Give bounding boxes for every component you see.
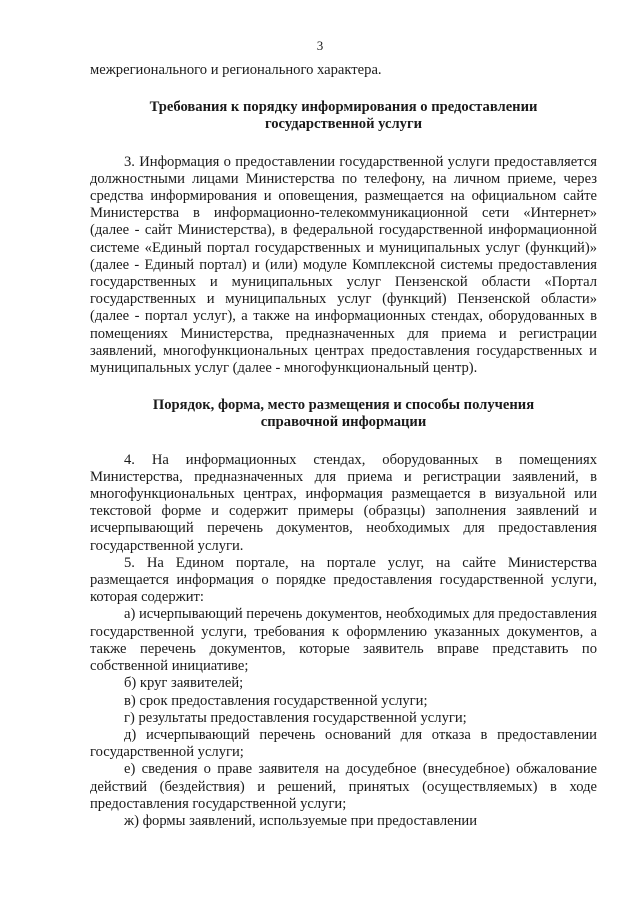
- paragraph-continuation: межрегионального и регионального характера.: [90, 62, 382, 78]
- list-item-g: г) результаты предоставления государственной услуги;: [124, 709, 467, 726]
- list-item-a: а) исчерпывающий перечень документов, необходимых для предоставления государственной услуги, требования к оформлению указанных документов, а также перечень документов, которые заявитель вправе представить по собственной инициативе;: [90, 606, 597, 675]
- paragraph-5: 5. На Едином портале, на портале услуг, на сайте Министерства размещается информация о порядке предоставления государственной услуги, которая содержит:: [90, 554, 597, 606]
- page-number: 3: [316, 38, 324, 53]
- paragraph-3: 3. Информация о предоставлении государственной услуги предоставляется должностными лицами Министерства по телефону, на личном приеме, через средства информирования и оповещения, размещается на официальном сайте Министерства в информационно-телекоммуникационной сети «Интернет» (далее - сайт Министерства), в федеральной государственной информационной системе «Единый портал государственных и муниципальных услуг (функций)» (далее - Единый портал) и (или) модуле Комплексной системы предоставления государственных и муниципальных услуг Пензенской области «Портал государственных и муниципальных услуг (функций) Пензенской области» (далее - портал услуг), а также на информационных стендах, оборудованных в помещениях Министерства, предназначенных для приема и регистрации заявлений, многофункциональных центрах предоставления государственных и муниципальных услуг (далее - многофункциональный центр).: [90, 153, 597, 377]
- document-body: [90, 62, 597, 830]
- list-item-zh: ж) формы заявлений, используемые при предоставлении: [124, 812, 478, 829]
- list-item-d: д) исчерпывающий перечень оснований для отказа в предоставлении государственной услуги;: [90, 726, 597, 761]
- paragraph-4: 4. На информационных стендах, оборудованных в помещениях Министерства, предназначенных для приема и регистрации заявлений, в многофункциональных центрах, информация размещается в визуальной или текстовой форме и содержит примеры (образцы) заполнения заявлений и исчерпывающий перечень документов, необходимых для предоставления государственной услуги.: [90, 451, 597, 554]
- section-heading-informing: Требования к порядку информирования о предоставлении государственной услуги: [149, 99, 538, 133]
- list-item-v: в) срок предоставления государственной услуги;: [124, 692, 428, 709]
- list-item-b: б) круг заявителей;: [124, 675, 244, 692]
- list-item-e: е) сведения о праве заявителя на досудебное (внесудебное) обжалование действий (бездействия) и решений, принятых (осуществляемых) в ходе предоставления государственной услуги;: [90, 761, 597, 812]
- section-heading-reference-info: Порядок, форма, место размещения и способы получения справочной информации: [152, 397, 535, 431]
